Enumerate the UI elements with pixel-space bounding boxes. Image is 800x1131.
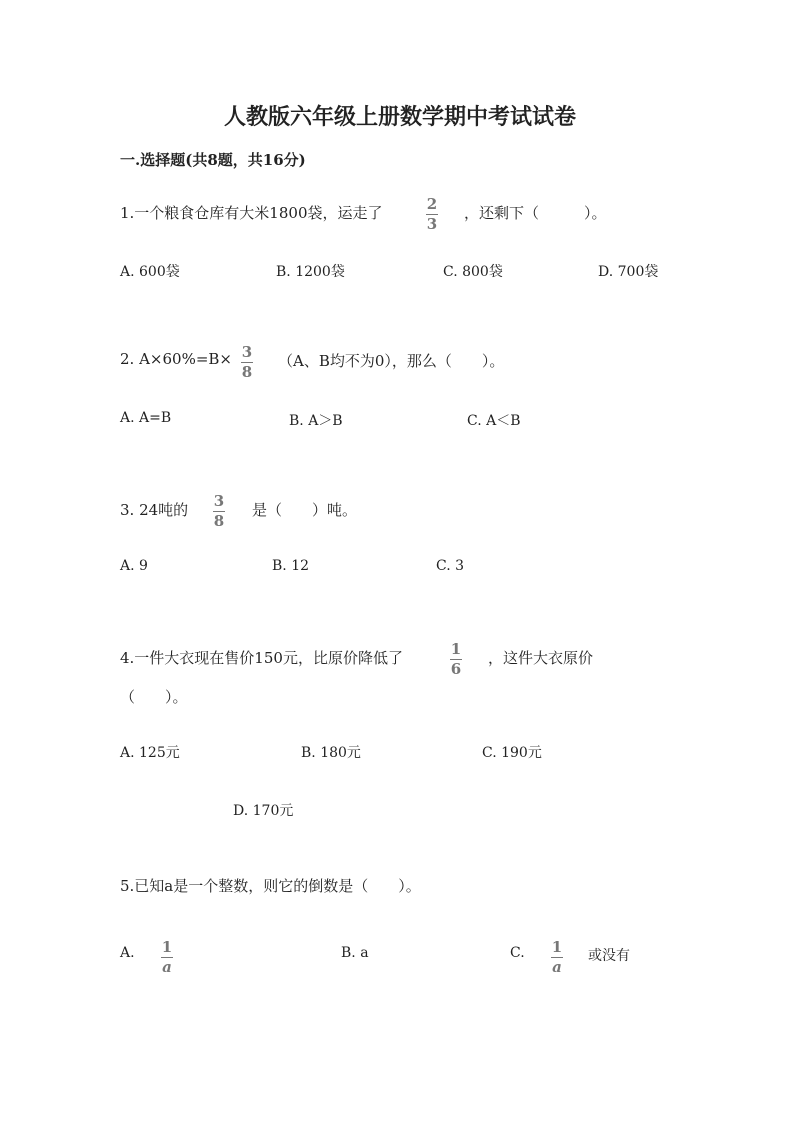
question-3-option-b[interactable]: B. 12	[272, 558, 310, 574]
option-c-fraction	[551, 939, 563, 976]
option-a-fraction	[161, 939, 173, 976]
fraction-denominator: 6	[450, 660, 462, 678]
question-1-option-d[interactable]: D. 700袋	[598, 264, 659, 280]
fraction-denominator: a	[162, 958, 172, 976]
question-3-stem-a: 3. 24吨的	[120, 501, 189, 519]
fraction-numerator: 3	[213, 492, 225, 510]
question-4-option-b[interactable]: B. 180元	[301, 745, 361, 761]
fraction-denominator: 3	[426, 215, 438, 233]
fraction-denominator: 8	[241, 363, 253, 381]
question-1-stem-a: 1.一个粮食仓库有大米1800袋，运走了	[120, 204, 383, 222]
question-5-stem: 5.已知a是一个整数，则它的倒数是（ ）。	[120, 877, 421, 895]
question-2-option-c[interactable]: C. A＜B	[467, 413, 521, 429]
question-2-stem-a: 2. A×60%=B×	[120, 350, 232, 368]
fraction-numerator: 1	[161, 938, 173, 956]
question-2-option-a[interactable]: A. A=B	[120, 410, 172, 426]
question-1-option-a[interactable]: A. 600袋	[120, 264, 180, 280]
question-3-stem-b: 是（ ）吨。	[252, 501, 358, 519]
question-4-option-a[interactable]: A. 125元	[120, 745, 180, 761]
question-2-stem-b: （A、B均不为0），那么（ ）。	[278, 352, 505, 370]
fraction-denominator: a	[552, 958, 562, 976]
question-1-fraction	[426, 196, 438, 233]
fraction-denominator: 8	[213, 512, 225, 530]
question-3-option-c[interactable]: C. 3	[436, 558, 465, 574]
fraction-numerator: 2	[426, 195, 438, 213]
section-heading: 一.选择题(共8题，共16分)	[120, 151, 306, 169]
option-label: A.	[120, 945, 135, 961]
question-3-option-a[interactable]: A. 9	[120, 558, 148, 574]
question-5-option-b[interactable]: B. a	[341, 945, 369, 961]
question-4-option-d[interactable]: D. 170元	[233, 803, 294, 819]
question-1-option-b[interactable]: B. 1200袋	[276, 264, 345, 280]
question-2-option-b[interactable]: B. A＞B	[289, 413, 343, 429]
question-1-stem-b: ，还剩下（ ）。	[464, 204, 607, 222]
question-4-fraction	[450, 641, 462, 678]
question-4-stem-c: （ ）。	[120, 688, 188, 706]
option-label: C.	[510, 945, 525, 961]
question-2-fraction	[241, 344, 253, 381]
page-title: 人教版六年级上册数学期中考试试卷	[223, 104, 576, 130]
question-4-stem-a: 4.一件大衣现在售价150元，比原价降低了	[120, 649, 403, 667]
fraction-numerator: 1	[551, 938, 563, 956]
question-1-option-c[interactable]: C. 800袋	[443, 264, 503, 280]
fraction-numerator: 3	[241, 343, 253, 361]
option-suffix: 或没有	[588, 948, 630, 964]
question-4-option-c[interactable]: C. 190元	[482, 745, 542, 761]
question-4-stem-b: ，这件大衣原价	[488, 649, 594, 667]
question-3-fraction	[213, 493, 225, 530]
fraction-numerator: 1	[450, 640, 462, 658]
